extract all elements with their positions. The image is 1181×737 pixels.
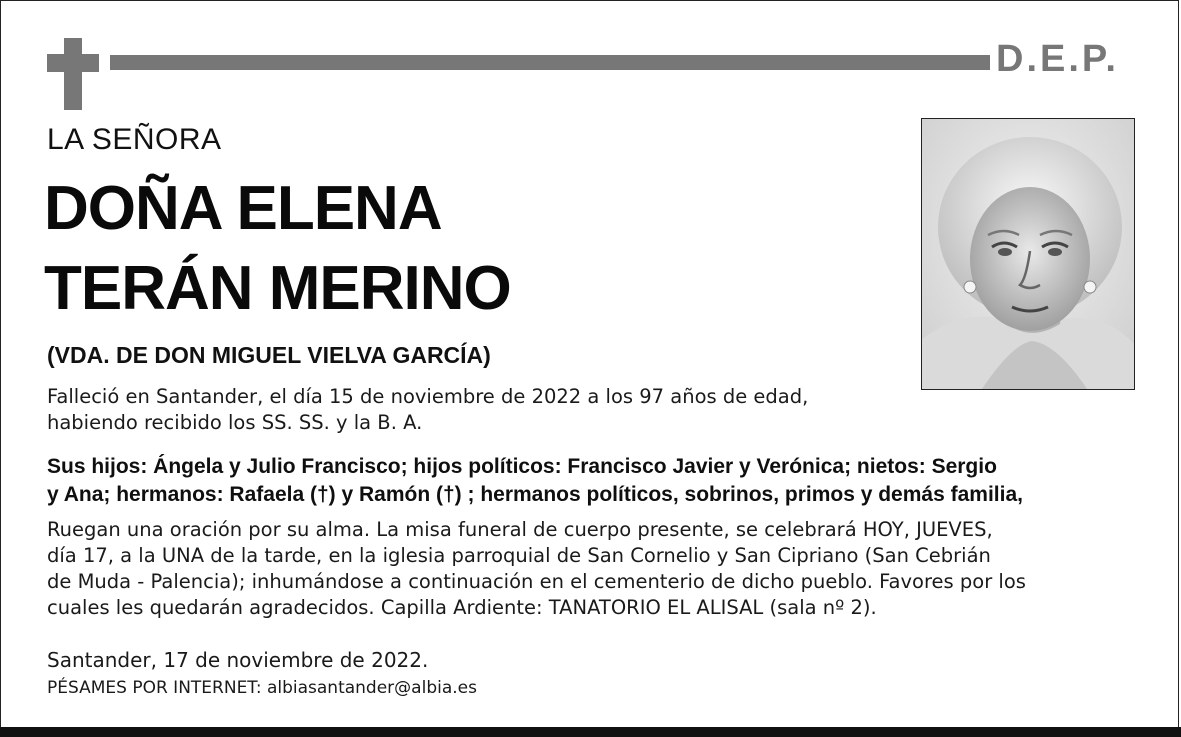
intro-title: LA SEÑORA xyxy=(47,123,222,156)
family-list xyxy=(47,453,1147,509)
dep-initials: D.E.P. xyxy=(996,38,1119,80)
portrait-image xyxy=(922,119,1134,389)
cross-icon-bar xyxy=(47,54,99,72)
death-details xyxy=(47,384,907,436)
condolences-contact: PÉSAMES POR INTERNET: albiasantander@albia.es xyxy=(47,678,477,698)
place-date: Santander, 17 de noviembre de 2022. xyxy=(47,648,429,672)
service-line: Ruegan una oración por su alma. La misa funeral de cuerpo presente, se celebrará HOY, JUEVES, xyxy=(47,518,993,541)
header-rule xyxy=(110,55,990,70)
deceased-name-line1: DOÑA ELENA xyxy=(44,174,442,243)
family-line: y Ana; hermanos: Rafaela (†) y Ramón (†) ; hermanos políticos, sobrinos, primos y demás familia, xyxy=(47,483,1023,506)
portrait-photo xyxy=(921,118,1135,390)
family-line: Sus hijos: Ángela y Julio Francisco; hijos políticos: Francisco Javier y Verónica; nietos: Sergio xyxy=(47,455,997,478)
death-line: Falleció en Santander, el día 15 de noviembre de 2022 a los 97 años de edad, xyxy=(47,385,809,408)
death-line: habiendo recibido los SS. SS. y la B. A. xyxy=(47,411,423,434)
service-details xyxy=(47,517,1157,621)
service-line: cuales les quedarán agradecidos. Capilla Ardiente: TANATORIO EL ALISAL (sala nº 2). xyxy=(47,596,877,619)
service-line: de Muda - Palencia); inhumándose a continuación en el cementerio de dicho pueblo. Favores por los xyxy=(47,570,1026,593)
deceased-name-line2: TERÁN MERINO xyxy=(44,254,511,323)
cross-icon xyxy=(64,38,82,110)
bottom-rule xyxy=(0,727,1181,737)
service-line: día 17, a la UNA de la tarde, en la iglesia parroquial de San Cornelio y San Cipriano (San Cebrián xyxy=(47,544,991,567)
widow-of: (VDA. DE DON MIGUEL VIELVA GARCÍA) xyxy=(47,342,491,368)
